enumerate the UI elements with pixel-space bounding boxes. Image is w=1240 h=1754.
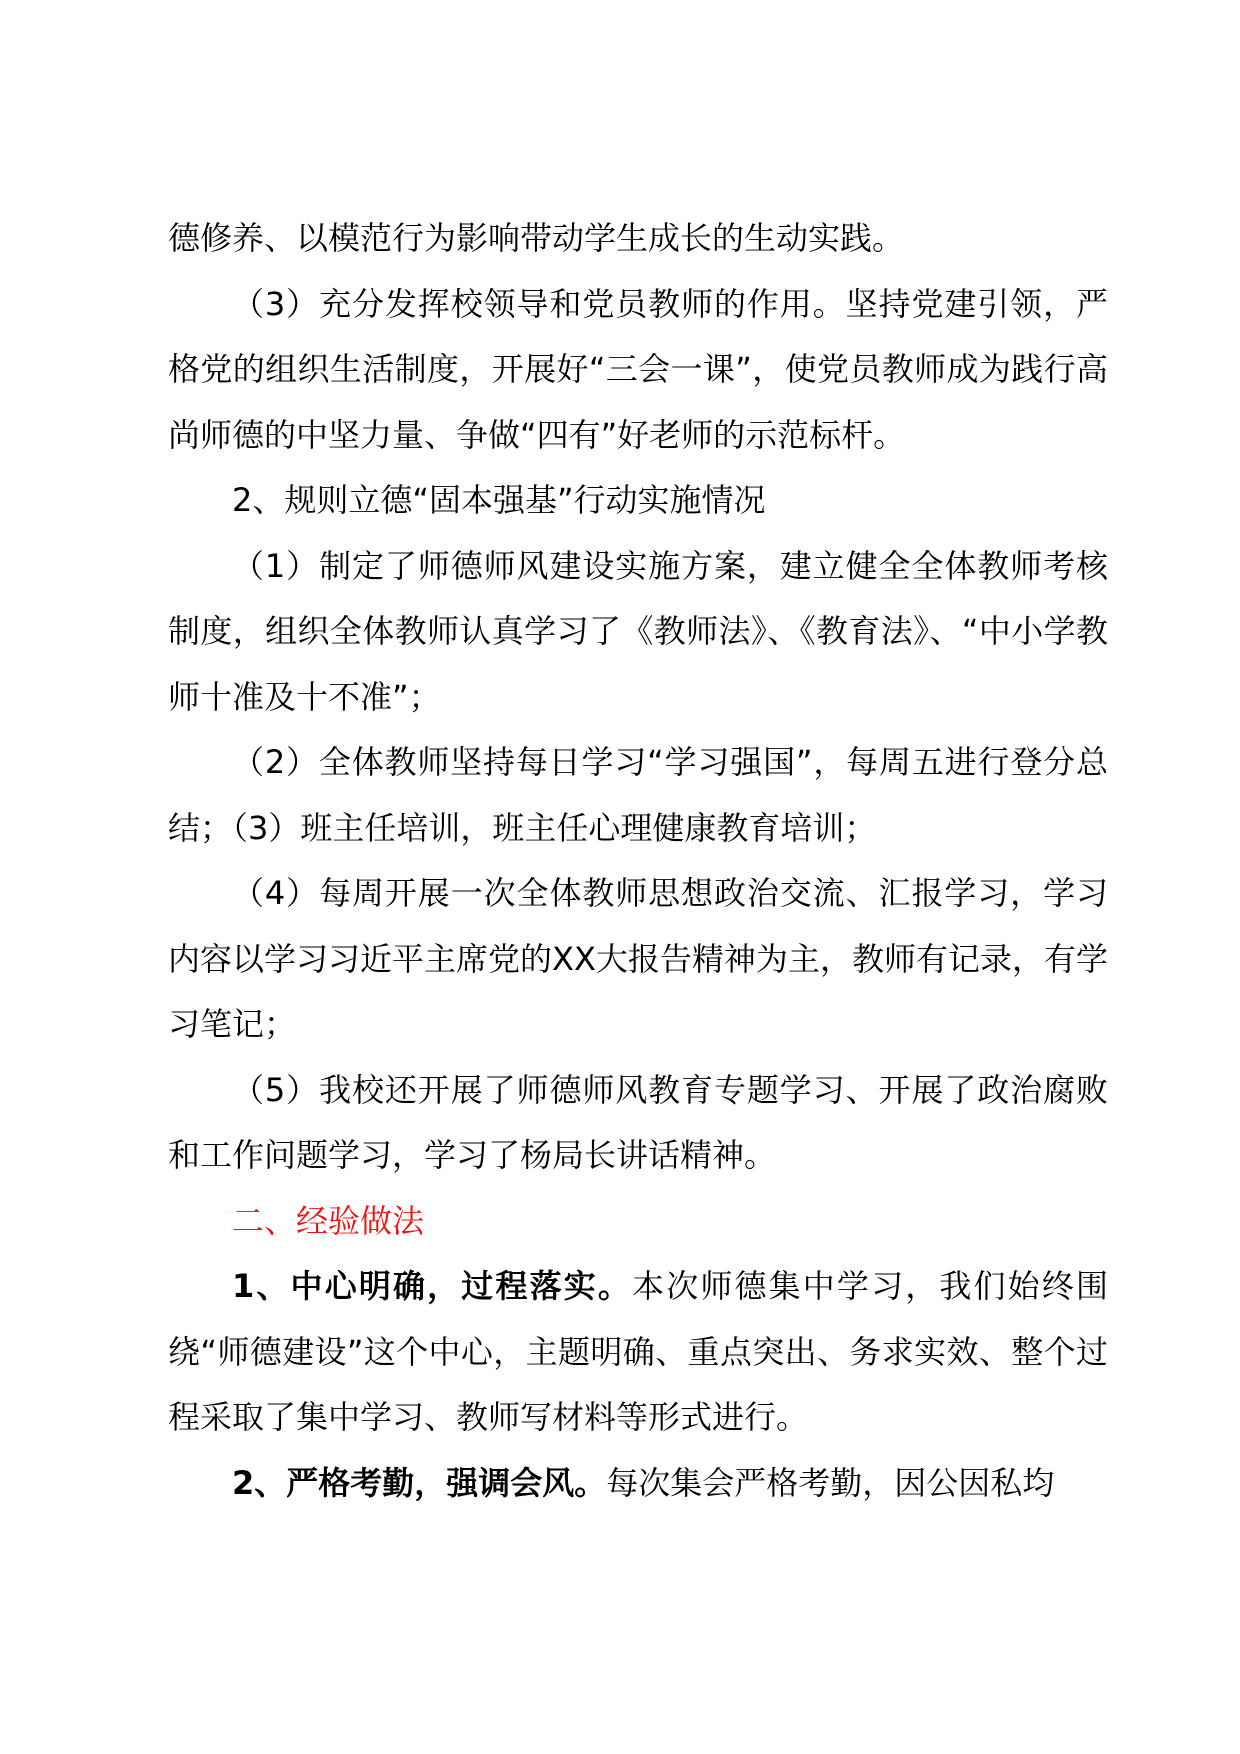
paragraph-item-5: [168, 1058, 1108, 1189]
paragraph-item-1: [168, 534, 1108, 731]
paragraph-text: 德修养、以模范行为影响带动学生成长的生动实践。: [168, 219, 905, 257]
section-heading-experience: [168, 1189, 1108, 1255]
section-subheading-2: [168, 468, 1108, 534]
subheading-text: 2、规则立德“固本强基”行动实施情况: [232, 481, 766, 519]
paragraph-item-3: [168, 272, 1108, 469]
paragraph-text: （3）充分发挥校领导和党员教师的作用。坚持党建引领，严格党的组织生活制度，开展好“三会一课”，使党员教师成为践行高尚师德的中坚力量、争做“四有”好老师的示范标杆。: [168, 284, 1108, 454]
point-lead-bold: 1、中心明确，过程落实。: [232, 1267, 633, 1305]
paragraph-text: 本次师德集中学习，我们始终围绕“师德建设”这个中心，主题明确、重点突出、务求实效、整个过程采取了集中学习、教师写材料等形式进行。: [168, 1267, 1108, 1436]
paragraph-text: （2）全体教师坚持每日学习“学习强国”，每周五进行登分总结；（3）班主任培训，班主任心理健康教育培训；: [168, 743, 1108, 847]
paragraph-text: 每次集会严格考勤，因公因私均: [606, 1463, 1055, 1502]
paragraph-point-2: [168, 1451, 1108, 1517]
point-lead-bold: 2、严格考勤，强调会风。: [232, 1463, 607, 1502]
paragraph-text: （4）每周开展一次全体教师思想政治交流、汇报学习，学习内容以学习习近平主席党的XX大报告精神为主，教师有记录，有学习笔记；: [168, 874, 1108, 1043]
paragraph-text: （5）我校还开展了师德师风教育专题学习、开展了政治腐败和工作问题学习，学习了杨局长讲话精神。: [168, 1070, 1108, 1174]
paragraph-continuation: [168, 206, 1108, 272]
paragraph-text: （1）制定了师德师风建设实施方案，建立健全全体教师考核制度，组织全体教师认真学习了《教师法》、《教育法》、“中小学教师十准及十不准”；: [168, 546, 1108, 716]
document-body: [168, 206, 1108, 1516]
paragraph-point-1: [168, 1254, 1108, 1451]
heading-text: 二、经验做法: [232, 1201, 425, 1240]
paragraph-item-4: [168, 861, 1108, 1058]
paragraph-item-2: [168, 730, 1108, 861]
